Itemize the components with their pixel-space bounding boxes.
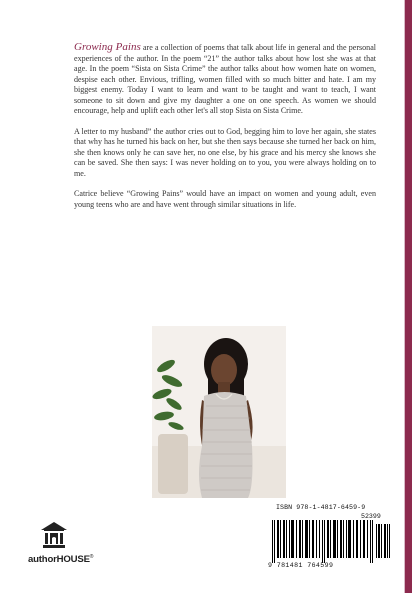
price-code: 52399 — [361, 513, 381, 520]
publisher-name — [28, 554, 93, 565]
paragraph-1-body: are a collection of poems that talk about life in general and the personal experiences of the author. In the poem “21” the author talks about how lost she was at that age. In the poem “Sista on Sista Crime” the author talks about how women hate on women, despise each other. Envious, trifling, women filled with so much bitter and hate. I am my biggest enemy. Today I want to learn and want to be taught and want to teach, I want someone to sit down and give my daughter a one on one speech. As women we should encourage, help and uplift each other let's all stop Sista on Sista Crime. — [74, 43, 376, 115]
book-title-inline: Growing Pains — [74, 41, 141, 53]
publisher-logo — [28, 521, 106, 571]
registered-mark: ® — [89, 554, 94, 560]
synopsis-paragraph-1 — [74, 42, 376, 117]
house-icon — [40, 521, 68, 549]
barcode-graphic — [272, 520, 390, 563]
spine-strip — [405, 0, 412, 593]
author-photo-illustration — [152, 326, 286, 498]
barcode-bars — [272, 520, 390, 563]
publisher-name-text: authorHOUSE — [28, 554, 90, 566]
barcode-digits: 9 781481 764599 — [268, 562, 334, 569]
isbn-barcode-block — [256, 504, 392, 572]
synopsis-paragraph-2: A letter to my husband” the author cries out to God, begging him to love her again, she states that why has he turned his back on her, but she then says because she turned her back on him, she then knows only he can save her, no one else, by his grace and his mercy she knows she can be saved. She then says: I was never holding on to you, you were always holding on to me. — [74, 126, 376, 178]
synopsis-text — [74, 42, 376, 220]
author-photo — [152, 326, 286, 498]
isbn-number: ISBN 978-1-4817-6459-9 — [276, 504, 366, 511]
synopsis-paragraph-3: Catrice believe “Growing Pains” would have an impact on women and young adult, even young teens who are and have went through similar situations in life. — [74, 189, 376, 209]
